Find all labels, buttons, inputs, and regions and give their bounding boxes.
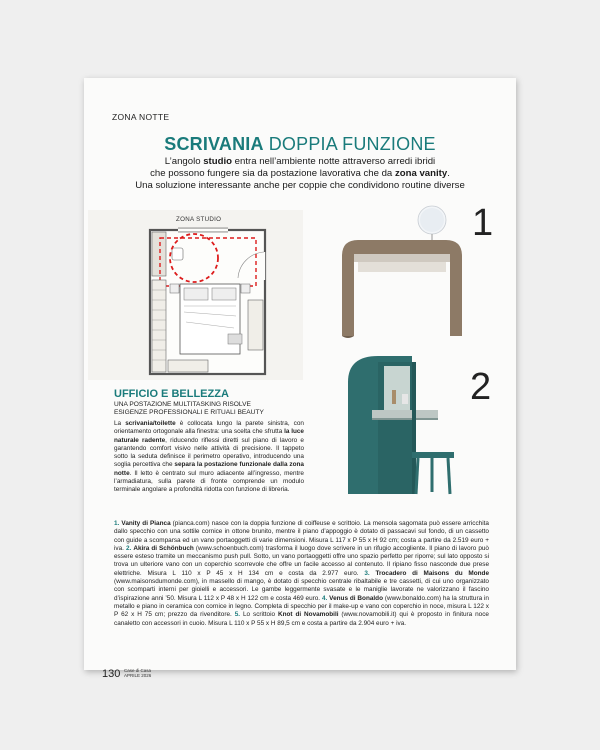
caption-number: 3. bbox=[364, 569, 370, 577]
caption-text: (www.bonaldo.com) ha la struttura in metallo e piano in ceramica con cornice in legno. Completa di specchio per il make-up e vano con coperchio in noce, misura L 122 x P 62 x H 75 cm; prezzo da rivenditore. bbox=[114, 594, 489, 619]
caption-number: 2. bbox=[125, 544, 132, 552]
page-number: 130 bbox=[102, 668, 121, 680]
magazine-page bbox=[84, 78, 516, 680]
caption-product: Akira di Schönbuch bbox=[133, 544, 194, 552]
section-label: ZONA NOTTE bbox=[112, 112, 170, 122]
caption-product: Trocadero di Maisons du Monde bbox=[375, 569, 489, 577]
product-number-2: 2 bbox=[470, 366, 492, 408]
caption-number: 5. bbox=[234, 611, 241, 619]
article-subheading bbox=[114, 401, 264, 417]
subtitle-text: . bbox=[447, 168, 450, 180]
subtitle bbox=[124, 156, 476, 193]
caption-product: Venus di Bonaldo bbox=[329, 594, 383, 602]
body-text: è collocata lungo la parete sinistra, con orientamento ortogonale alla finestra: una scelta che sfrutta bbox=[114, 420, 304, 436]
caption-text: (pianca.com) nasce con la doppia funzione di coiffeuse e scrittoio. La mensola sagomata può essere arricchita dallo specchio con una sottile cornice in ottone brunito, mentre il piano d’appoggio è dotato di passacavi sul fondo, di un cassetto con guide a scomparsa ed un vano portaoggetti di varie dimensioni. Misura L 117 x P 55 x H 92 cm; costa a partire da 2.519 euro + iva. bbox=[114, 520, 489, 552]
subtitle-text: che possono fungere sia da postazione lavorativa che da bbox=[150, 168, 395, 180]
floor-plan bbox=[88, 210, 303, 380]
body-bold: la luce naturale radente bbox=[114, 428, 304, 444]
title-rest: DOPPIA FUNZIONE bbox=[268, 134, 436, 154]
caption-text: (www.maisonsdumonde.com), in massello di mango, è dotato di specchio centrale ribaltabile e tre cassetti, di cui uno organizzato con scomparti interni per gioielli e accessori. Le gambe leggermente svasate e le maniglie lavorate ne valorizzano il fascino d’ispirazione anni ’50. Misura L 112 x P 48 x H 122 cm e costa 469 euro. bbox=[114, 578, 489, 602]
caption-number: 4. bbox=[321, 594, 328, 602]
article-body bbox=[114, 420, 304, 495]
subtitle-text: entra nell’ambiente notte attraverso arredi ibridi bbox=[232, 156, 436, 167]
body-bold: separa la postazione funzionale dalla zona notte bbox=[114, 461, 304, 477]
body-text: . Il letto è centrato sul muro adiacente all’ingresso, mentre l’armadiatura, sulla parete di fronte comprende un modulo terminale angolare a profondità ridotta con funzione di libreria. bbox=[114, 469, 304, 494]
magazine-name bbox=[124, 668, 151, 678]
product-image-akira bbox=[332, 352, 472, 502]
floor-plan-drawing bbox=[88, 210, 303, 380]
magazine-issue: APRILE 2026 bbox=[124, 673, 152, 678]
caption-text: Lo scrittoio bbox=[240, 611, 278, 619]
title-bold: SCRIVANIA bbox=[164, 134, 264, 154]
magazine-title: Case di Casa bbox=[124, 668, 152, 673]
product-number-1: 1 bbox=[472, 202, 494, 244]
product-image-vanity bbox=[332, 204, 472, 344]
caption-product: Knot di Novamobili bbox=[277, 611, 339, 619]
subtitle-bold: zona vanity bbox=[394, 168, 448, 180]
caption-product: Vanity di Pianca bbox=[121, 520, 171, 527]
subtitle-bold: studio bbox=[203, 156, 232, 167]
article-heading: UFFICIO E BELLEZZA bbox=[114, 388, 229, 400]
caption-number: 1. bbox=[114, 520, 120, 527]
article-subheading-line: UNA POSTAZIONE MULTITASKING RISOLVE bbox=[114, 401, 251, 408]
product-captions bbox=[114, 520, 489, 628]
caption-text: (www.schoenbuch.com) trasforma il luogo dove scrivere in un rifugio accogliente. Il piano di lavoro può essere esteso tramite un meccanismo push pull. Sotto, un vano portaoggetti offre uno spazio perfetto per riporre; sul lato opposto si trova un ulteriore vano con un coperchio scorrevole che offre un facile accesso al contenuto. Il ripiano fisso nasconde due prese elettriche. Misura L 110 x P 45 x H 134 cm e costa da 2.977 euro. bbox=[114, 544, 489, 577]
caption-text: (www.novamobili.it) qui è proposto in finitura noce canaletto con accessori in cuoio. Misura L 110 x P 55 x H 89,5 cm e costa a partire da 2.904 euro + iva. bbox=[114, 611, 489, 627]
body-text: La bbox=[114, 420, 126, 427]
article-subheading-line: ESIGENZE PROFESSIONALI E RITUALI BEAUTY bbox=[114, 409, 264, 416]
subtitle-text: Una soluzione interessante anche per coppie che condividono routine diverse bbox=[135, 180, 465, 192]
plan-label: ZONA STUDIO bbox=[176, 216, 222, 223]
body-text: , riducendo riflessi diretti sul piano di lavoro e garantendo comfort visivo nelle attività di precisione. Il tappeto sotto la seduta definisce il perimetro operativo, introducendo una soglia percettiva che bbox=[114, 436, 304, 469]
subtitle-text: L’angolo bbox=[164, 156, 204, 167]
body-bold: scrivania/toilette bbox=[125, 420, 176, 427]
page-title bbox=[84, 134, 516, 155]
